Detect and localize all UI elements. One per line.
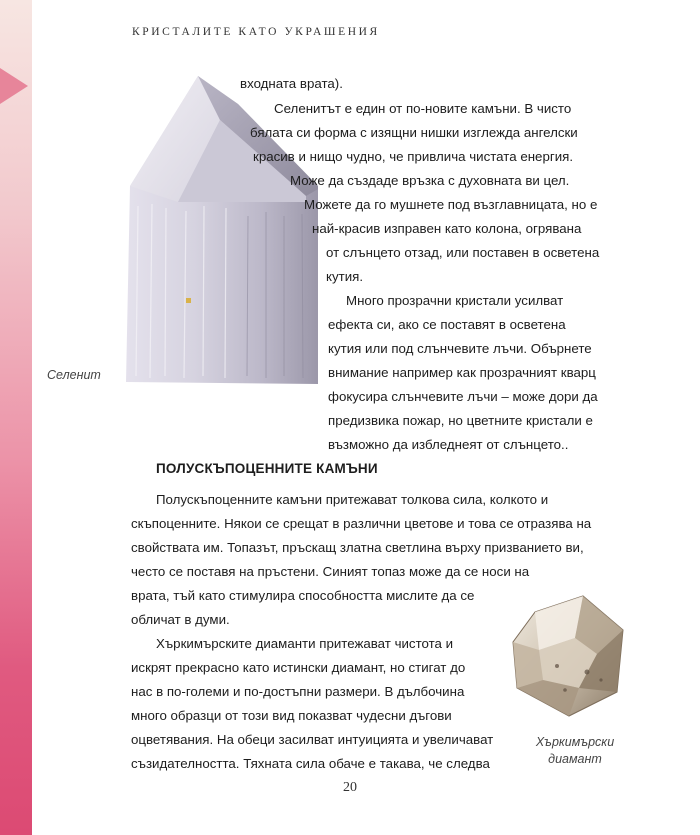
body-line: най-красив изправен като колона, огрявана — [312, 221, 582, 236]
body-line: внимание например как прозрачният кварц — [328, 365, 596, 380]
body-line: Можете да го мушнете под възглавницата, но е — [304, 197, 598, 212]
body-line: бялата си форма с изящни нишки изглежда ангелски — [250, 125, 578, 140]
herkimer-diamond-image — [505, 592, 635, 722]
body-line: често се поставя на пръстени. Синият топаз може да се носи на — [131, 564, 530, 579]
body-line: Полускъпоценните камъни притежават толкова сила, колкото и — [156, 492, 549, 507]
section-heading: ПОЛУСКЪПОЦЕННИТЕ КАМЪНИ — [156, 461, 378, 476]
page-number: 20 — [343, 780, 357, 795]
body-line: Много прозрачни кристали усилват — [346, 293, 564, 308]
chapter-tab-arrow — [0, 68, 28, 104]
body-line: искрят прекрасно като истински диамант, но стигат до — [131, 660, 466, 675]
body-line: скъпоценните. Някои се срещат в различни цветове и това се отразява на — [131, 516, 592, 531]
body-line: кутия. — [326, 269, 364, 284]
selenite-caption: Селенит — [47, 368, 101, 382]
body-line: фокусира слънчевите лъчи – може дори да — [328, 389, 598, 404]
body-line: Хъркимърските диаманти притежават чистота и — [156, 636, 454, 651]
body-line: ефекта си, ако се поставят в осветена — [328, 317, 566, 332]
body-line: от слънцето отзад, или поставен в осветена — [326, 245, 600, 260]
herkimer-caption-line: Хъркимърски — [535, 735, 615, 749]
body-line: нас в по-големи и по-достъпни размери. В дълбочина — [131, 684, 465, 699]
body-line: входната врата). — [240, 76, 343, 91]
body-line: кутия или под слънчевите лъчи. Обърнете — [328, 341, 592, 356]
body-line: предизвика пожар, но цветните кристали е — [328, 413, 593, 428]
herkimer-caption-line: диамант — [548, 752, 602, 766]
selenite-crystal-image — [108, 76, 318, 384]
body-line: много образци от този вид показват чудесни дъгови — [131, 708, 452, 723]
herkimer-caption — [510, 734, 640, 768]
body-line: оцветявания. На обеци засилват интуицията и увеличават — [131, 732, 494, 747]
body-line: съзидателността. Тяхната сила обаче е такава, че следва — [131, 756, 490, 771]
body-line: красив и нищо чудно, че привлича чистата енергия. — [253, 149, 574, 164]
page-edge-color-band — [0, 0, 32, 835]
body-line: врата, тъй като стимулира способността мислите да се — [131, 588, 475, 603]
body-line: Може да създаде връзка с духовната ви цел. — [290, 173, 570, 188]
body-line: свойствата им. Топазът, пръскащ златна светлина върху призванието ви, — [131, 540, 584, 555]
running-head: КРИСТАЛИТЕ КАТО УКРАШЕНИЯ — [132, 26, 380, 38]
body-line: обличат в думи. — [131, 612, 230, 627]
body-line: възможно да избледнеят от слънцето.. — [328, 437, 569, 452]
body-line: Селенитът е един от по-новите камъни. В чисто — [274, 101, 572, 116]
